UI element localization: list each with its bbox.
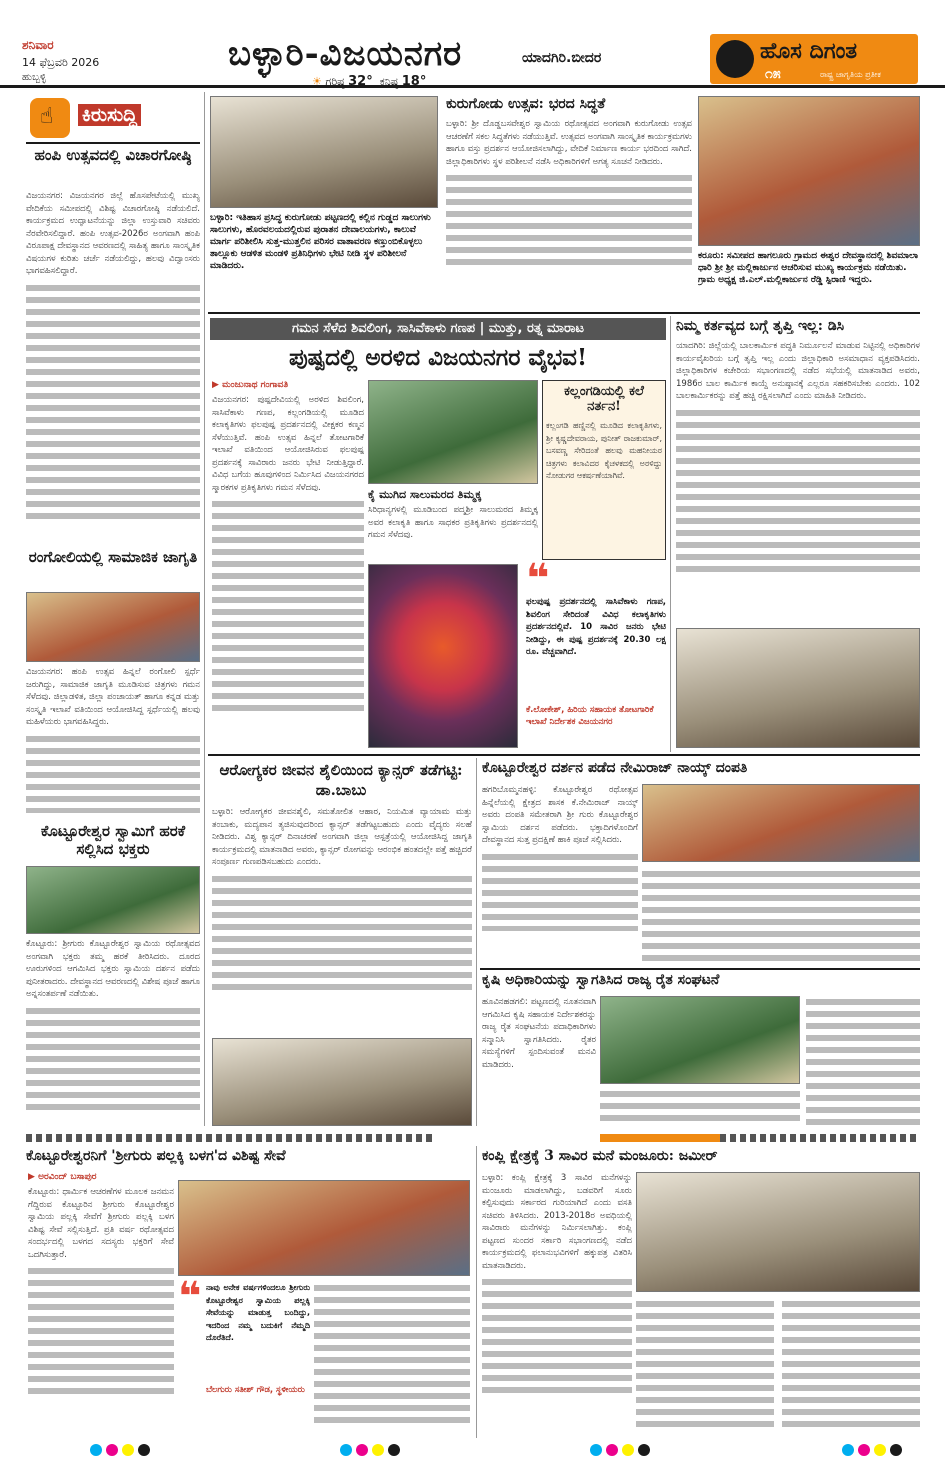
feature-byline xyxy=(212,380,288,390)
column-divider xyxy=(204,92,205,1126)
pen-icon: ▶ xyxy=(28,1172,35,1182)
text-filler xyxy=(600,1088,800,1126)
kampli-headline: ಕಂಪ್ಲಿ ಕ್ಷೇತ್ರಕ್ಕೆ 3 ಸಾವಿರ ಮನೆ ಮಂಜೂರು: ಜಮೀರ್ xyxy=(482,1148,718,1164)
inset-headline: ಕಲ್ಲಂಗಡಿಯಲ್ಲಿ ಕಲೆ ನರ್ತನ! xyxy=(564,384,644,414)
mid-caption-body: ಸಿರಿಧಾನ್ಯಗಳಲ್ಲಿ ಮೂಡಿಬಂದ ಪದ್ಮಶ್ರೀ ಸಾಲುಮರದ ತಿಮ್ಮಕ್ಕ ಅವರ ಕಲಾಕೃತಿ ಹಾಗೂ ಸಾಧಕರ ಪ್ರತಿಕೃತಿಗಳು ಪ್ರದರ್ಶನದಲ್ಲಿ ಗಮನ ಸೆಳೆದವು. xyxy=(368,505,538,540)
reg-dot-cyan xyxy=(590,1444,602,1456)
text-filler xyxy=(676,407,920,577)
reg-dot-black xyxy=(138,1444,150,1456)
feature-kicker: ಗಮನ ಸೆಳೆದ ಶಿವಲಿಂಗ, ಸಾಸಿವೆಕಾಳು ಗಣಪ | ಮುತ್ತು, ರತ್ನ ಮಾರಾಟ xyxy=(210,318,666,340)
column-divider xyxy=(476,758,477,1126)
brand-tagline: ರಾಷ್ಟ್ರ ಜಾಗೃತಿಯ ಪ್ರತೀಕ xyxy=(820,70,881,79)
pallakki-byline-text: ಅರವಿಂದ್ ಬಸಾಪುರ xyxy=(38,1172,97,1182)
devotees-photo xyxy=(26,866,200,934)
text-filler xyxy=(314,1282,470,1434)
kurugodu-headline: ಕುರುಗೋಡು ಉತ್ಸವ: ಭರದ ಸಿದ್ಧತೆ xyxy=(446,96,606,112)
cancer-body xyxy=(212,806,472,1034)
row-divider xyxy=(480,968,920,970)
minister-event-photo xyxy=(636,1172,920,1292)
registration-marks-left xyxy=(90,1444,150,1456)
text-filler xyxy=(26,282,200,522)
reg-dot-black xyxy=(638,1444,650,1456)
pallakki-headline: ಕೊಟ್ಟೂರೇಶ್ವರನಿಗೆ 'ಶ್ರೀಗುರು ಪಲ್ಲಕ್ಕಿ ಬಳಗ'ದ ವಿಶಿಷ್ಟ ಸೇವೆ xyxy=(26,1148,286,1164)
column-divider xyxy=(670,316,671,752)
pallakki-quote-author: ಬೆಲಗುರು ಸತೀಶ್ ಗೌಡ, ಸ್ಥಳೀಯರು xyxy=(206,1385,305,1395)
row-divider xyxy=(208,312,920,314)
pallakki-group-photo xyxy=(178,1180,470,1276)
sidebar-story1-headline: ಹಂಪಿ ಉತ್ಸವದಲ್ಲಿ ವಿಚಾರಗೋಷ್ಠಿ xyxy=(34,146,192,164)
reg-dot-yellow xyxy=(874,1444,886,1456)
reg-dot-cyan xyxy=(842,1444,854,1456)
krushi-headline: ಕೃಷಿ ಅಧಿಕಾರಿಯನ್ನು ಸ್ವಾಗತಿಸಿದ ರಾಜ್ಯ ರೈತ ಸಂಘಟನೆ xyxy=(482,972,720,988)
reg-dot-cyan xyxy=(340,1444,352,1456)
registration-marks-mid xyxy=(590,1444,650,1456)
section-title-kirusuddi xyxy=(78,104,141,126)
section-stripe-orange xyxy=(600,1134,720,1142)
text-filler xyxy=(212,498,364,718)
kurugodu-text: ಬಳ್ಳಾರಿ: ಶ್ರೀ ದೊಡ್ಡಬಸವೇಶ್ವರ ಸ್ವಾಮಿಯ ರಥೋತ್ಸವದ ಅಂಗವಾಗಿ ಕುರುಗೋಡು ಉತ್ಸವ ಆಚರಣೆಗೆ ಸಕಲ ಸಿದ್ಧತೆಗಳು ನಡೆಯುತ್ತಿವೆ. ಉತ್ಸವದ ಅಂಗವಾಗಿ ಸಾಂಸ್ಕೃತಿಕ ಕಾರ್ಯಕ್ರಮಗಳು ಹಾಗೂ ವಸ್ತು ಪ್ರದರ್ಶನ ಆಯೋಜಿಸಲಾಗಿದ್ದು, ವೇದಿಕೆ ನಿರ್ಮಾಣ ಕಾರ್ಯ ಭರದಿಂದ ಸಾಗಿದೆ. ಜಿಲ್ಲಾಧಿಕಾರಿಗಳು ಸ್ಥಳ ಪರಿಶೀಲನೆ ನಡೆಸಿ ಅಧಿಕಾರಿಗಳಿಗೆ ಅಗತ್ಯ ಸೂಚನೆ ನೀಡಿದರು. xyxy=(446,119,692,167)
feature-quote: ಫಲಪುಷ್ಪ ಪ್ರದರ್ಶನದಲ್ಲಿ ಸಾಸಿವೆಕಾಳು ಗಣಪ, ಶಿವಲಿಂಗ ಸೇರಿದಂತೆ ವಿವಿಧ ಕಲಾಕೃತಿಗಳು ಪ್ರದರ್ಶನದಲ್ಲಿವೆ. 10 ಸಾವಿರ ಜನರು ಭೇಟಿ ನೀಡಿದ್ದು, ಈ ಪುಷ್ಪ ಪ್ರದರ್ಶನಕ್ಕೆ 20.30 ಲಕ್ಷ ರೂ. ವೆಚ್ಚವಾಗಿದೆ. xyxy=(526,597,666,657)
column-divider xyxy=(476,1146,477,1438)
page-number: ೧೫ xyxy=(765,66,781,82)
temple-photo-caption: ಕರೂರು: ಸಮೀಪದ ಹಾಗಲೂರು ಗ್ರಾಮದ ಈಶ್ವರ ದೇವಸ್ಥಾನದಲ್ಲಿ ಶಿವಮಾಲಾ ಧಾರಿ ಶ್ರೀ ಶ್ರೀ ಮಲ್ಲಿಕಾರ್ಜುನ ಆಚರಿಸುವ ಮುಖ್ಯ ಕಾರ್ಯಕ್ರಮ ನಡೆಯಿತು. ಗ್ರಾಮ ಅಧ್ಯಕ್ಷ ಜಿ.ಎಲ್.ಮಲ್ಲಿಕಾರ್ಜುನ ರೆಡ್ಡಿ ಸ್ಪಿರಾಣಿ ಇದ್ದರು. xyxy=(698,251,919,285)
reg-dot-cyan xyxy=(90,1444,102,1456)
pallakki-body xyxy=(28,1186,174,1434)
masthead-city: ಹುಬ್ಬಳ್ಳಿ xyxy=(22,72,47,83)
sidebar-story1-body xyxy=(26,190,200,544)
pallakki-byline xyxy=(28,1172,97,1182)
quote-icon: ❝ xyxy=(178,1274,202,1320)
dc-story-headline: ನಿಮ್ಮ ಕರ್ತವ್ಯದ ಬಗ್ಗೆ ತೃಪ್ತಿ ಇಲ್ಲ: ಡಿಸಿ xyxy=(676,318,845,334)
reg-dot-magenta xyxy=(106,1444,118,1456)
quote-icon: ❝ xyxy=(526,556,550,602)
registration-marks-right xyxy=(842,1444,902,1456)
row-divider xyxy=(208,754,920,756)
kotturu-text: ಹಗರಿಬೊಮ್ಮನಹಳ್ಳಿ: ಕೊಟ್ಟೂರೇಶ್ವರ ರಥೋತ್ಸವ ಹಿನ್ನೆಲೆಯಲ್ಲಿ ಕ್ಷೇತ್ರದ ಶಾಸಕ ಕೆ.ನೇಮಿರಾಜ್ ನಾಯ್ಕ್ ಅವರು ದಂಪತಿ ಸಮೇತರಾಗಿ ಶ್ರೀ ಗುರು ಕೊಟ್ಟೂರೇಶ್ವರ ಸ್ವಾಮಿಯ ದರ್ಶನ ಪಡೆದರು. ಭಕ್ತಾದಿಗಳೊಂದಿಗೆ ದೇವಸ್ಥಾನದ ಸುತ್ತ ಪ್ರದಕ್ಷಿಣೆ ಹಾಕಿ ಪೂಜೆ ಸಲ್ಲಿಸಿದರು. xyxy=(482,785,638,845)
mid-caption-title: ಕೈ ಮುಗಿದ ಸಾಲುಮರದ ತಿಮ್ಮಕ್ಕ xyxy=(368,488,482,501)
weather-max-label: ಗರಿಷ್ಠ xyxy=(325,75,345,88)
weather-max: 32° xyxy=(348,74,373,89)
kampli-text: ಬಳ್ಳಾರಿ: ಕಂಪ್ಲಿ ಕ್ಷೇತ್ರಕ್ಕೆ 3 ಸಾವಿರ ಮನೆಗಳನ್ನು ಮಂಜೂರು ಮಾಡಲಾಗಿದ್ದು, ಬಡವರಿಗೆ ಸೂರು ಕಲ್ಪಿಸುವುದು ಸರ್ಕಾರದ ಗುರಿಯಾಗಿದೆ ಎಂದು ವಸತಿ ಸಚಿವರು ತಿಳಿಸಿದರು. 2013-2018ರ ಅವಧಿಯಲ್ಲಿ ಸಾವಿರಾರು ಮನೆಗಳನ್ನು ನಿರ್ಮಿಸಲಾಗಿತ್ತು. ಕಂಪ್ಲಿ ಪಟ್ಟಣದ ಸುಂದರ ಸರ್ಕಾರಿ ಸಭಾಂಗಣದಲ್ಲಿ ನಡೆದ ಕಾರ್ಯಕ್ರಮದಲ್ಲಿ ಫಲಾನುಭವಿಗಳಿಗೆ ಹಕ್ಕುಪತ್ರ ವಿತರಿಸಿ ಮಾತನಾಡಿದರು. xyxy=(482,1173,632,1271)
masthead-day: ಶನಿವಾರ xyxy=(22,38,54,52)
inset-body: ಕಲ್ಲಂಗಡಿ ಹಣ್ಣಿನಲ್ಲಿ ಮೂಡಿದ ಕಲಾಕೃತಿಗಳು, ಶ್ರೀ ಕೃಷ್ಣದೇವರಾಯ, ಪುನೀತ್ ರಾಜಕುಮಾರ್, ಬಸವಣ್ಣ ಸೇರಿದಂತೆ ಹಲವು ಮಹನೀಯರ ಚಿತ್ರಗಳು ಕಲಾವಿದರ ಕೈಚಳಕದಲ್ಲಿ ಅರಳಿದ್ದು ನೋಡುಗರ ಆಕರ್ಷಣೆಯಾಗಿವೆ. xyxy=(546,421,662,480)
ganesha-flower-photo xyxy=(368,564,518,748)
text-filler xyxy=(212,873,472,993)
text-filler xyxy=(446,172,692,272)
sidebar-story2-text: ವಿಜಯನಗರ: ಹಂಪಿ ಉತ್ಸವ ಹಿನ್ನಲೆ ರಂಗೋಲಿ ಸ್ಪರ್ಧೆ ಜರುಗಿದ್ದು, ಸಾಮಾಜಿಕ ಜಾಗೃತಿ ಮೂಡಿಸುವ ಚಿತ್ರಗಳು ಗಮನ ಸೆಳೆದವು. ಜಿಲ್ಲಾಡಳಿತ, ಜಿಲ್ಲಾ ಪಂಚಾಯತ್ ಹಾಗೂ ಕನ್ನಡ ಮತ್ತು ಸಂಸ್ಕೃತಿ ಇಲಾಖೆ ವತಿಯಿಂದ ಆಯೋಜಿಸಿದ್ದ ಸ್ಪರ್ಧೆಯಲ್ಲಿ ಹಲವು ಮಹಿಳೆಯರು ಭಾಗವಹಿಸಿದ್ದರು. xyxy=(26,667,200,727)
reg-dot-black xyxy=(890,1444,902,1456)
masthead-subtitle: ಯಾದಗಿರಿ.ಬೀದರ xyxy=(522,50,602,66)
feature-body xyxy=(212,394,364,748)
sidebar-story2-headline: ರಂಗೋಲಿಯಲ್ಲಿ ಸಾಮಾಜಿಕ ಜಾಗೃತಿ xyxy=(28,548,198,566)
kampli-body xyxy=(482,1172,632,1434)
section-stripe-left xyxy=(26,1134,436,1142)
text-filler xyxy=(782,1298,920,1434)
kurugodu-photo-caption: ಬಳ್ಳಾರಿ: ಇತಿಹಾಸ ಪ್ರಸಿದ್ಧ ಕುರುಗೋಡು ಪಟ್ಟಣದಲ್ಲಿ ಕಲ್ಲಿನ ಗುಡ್ಡದ ಸಾಲುಗಳು ಸಾಲುಗಳು, ಹೊರವಲಯದಲ್ಲಿರುವ ಪುರಾತನ ದೇವಾಲಯಗಳು, ಕಾಲುವೆ ಮಾರ್ಗ ಪರಿಶೀಲಿಸಿ ಸುತ್ತ-ಮುತ್ತಲಿನ ಪರಿಸರ ವಾತಾವರಣ ಕಣ್ತುಂಬಿಕೊಳ್ಳಲು ತಾಲ್ಲೂಕು ಆಡಳಿತ ಮಂಡಳಿ ಪ್ರತಿನಿಧಿಗಳು ಭೇಟಿ ನೀಡಿ ಸ್ಥಳ ಪರಿಶೀಲನೆ ಮಾಡಿದರು. xyxy=(210,213,431,271)
sidebar-divider xyxy=(26,142,200,144)
reg-dot-magenta xyxy=(606,1444,618,1456)
text-filler xyxy=(482,851,638,931)
pallakki-text: ಕೊಟ್ಟೂರು: ಧಾರ್ಮಿಕ ಆಚರಣೆಗಳ ಮೂಲಕ ಜನಮನ ಗೆದ್ದಿರುವ ಕೊಟ್ಟೂರಿನ ಶ್ರೀಗುರು ಕೊಟ್ಟೂರೇಶ್ವರ ಸ್ವಾಮಿಯ ಪಲ್ಲಕ್ಕಿ ಸೇವೆಗೆ ಶ್ರೀಗುರು ಪಲ್ಲಕ್ಕಿ ಬಳಗ ವಿಶಿಷ್ಟ ಸೇವೆ ಸಲ್ಲಿಸುತ್ತಿದೆ. ಪ್ರತಿ ವರ್ಷ ರಥೋತ್ಸವದ ಸಂದರ್ಭದಲ್ಲಿ ಬಳಗದ ಸದಸ್ಯರು ಭಕ್ತರಿಗೆ ಸೇವೆ ಒದಗಿಸುತ್ತಾರೆ. xyxy=(28,1187,174,1260)
krushi-text: ಹೂವಿನಹಡಗಲಿ: ಪಟ್ಟಣದಲ್ಲಿ ನೂತನವಾಗಿ ಆಗಮಿಸಿದ ಕೃಷಿ ಸಹಾಯಕ ನಿರ್ದೇಶಕರನ್ನು ರಾಜ್ಯ ರೈತ ಸಂಘಟನೆಯ ಪದಾಧಿಕಾರಿಗಳು ಸನ್ಮಾನಿಸಿ ಸ್ವಾಗತಿಸಿದರು. ರೈತರ ಸಮಸ್ಯೆಗಳಿಗೆ ಸ್ಪಂದಿಸುವಂತೆ ಮನವಿ ಮಾಡಿದರು. xyxy=(482,997,596,1070)
farmers-photo xyxy=(600,996,800,1084)
rangoli-photo xyxy=(26,592,200,662)
reg-dot-yellow xyxy=(372,1444,384,1456)
text-filler xyxy=(28,1265,174,1395)
cancer-text: ಬಳ್ಳಾರಿ: ಆರೋಗ್ಯಕರ ಜೀವನಶೈಲಿ, ಸಮತೋಲಿತ ಆಹಾರ, ನಿಯಮಿತ ವ್ಯಾಯಾಮ ಮತ್ತು ತಂಬಾಕು, ಮದ್ಯಪಾನ ತ್ಯಜಿಸುವುದರಿಂದ ಕ್ಯಾನ್ಸರ್ ತಡೆಗಟ್ಟಬಹುದು ಎಂದು ವೈದ್ಯರು ಸಲಹೆ ನೀಡಿದರು. ವಿಶ್ವ ಕ್ಯಾನ್ಸರ್ ದಿನಾಚರಣೆ ಅಂಗವಾಗಿ ಜಿಲ್ಲಾ ಆಸ್ಪತ್ರೆಯಲ್ಲಿ ಆಯೋಜಿಸಿದ್ದ ಜಾಗೃತಿ ಕಾರ್ಯಕ್ರಮದಲ್ಲಿ ಮಾತನಾಡಿದ ಅವರು, ಕ್ಯಾನ್ಸರ್ ರೋಗವನ್ನು ಆರಂಭಿಕ ಹಂತದಲ್ಲೇ ಪತ್ತೆ ಹಚ್ಚಿದರೆ ಸಂಪೂರ್ಣ ಗುಣಪಡಿಸಬಹುದು ಎಂದರು. xyxy=(212,807,472,867)
reg-dot-black xyxy=(388,1444,400,1456)
mla-darshan-photo xyxy=(642,784,920,862)
temple-gathering-photo xyxy=(698,96,920,246)
sun-icon: ☀ xyxy=(312,75,322,88)
kotturu-headline: ಕೊಟ್ಟೂರೇಶ್ವರ ದರ್ಶನ ಪಡೆದ ನೇಮಿರಾಜ್ ನಾಯ್ಕ್ ದಂಪತಿ xyxy=(482,760,748,776)
sidebar-story1-text: ವಿಜಯನಗರ: ವಿಜಯನಗರ ಜಿಲ್ಲೆ ಹೊಸಪೇಟೆಯಲ್ಲಿ ಮುಖ್ಯ ವೇದಿಕೆಯ ಸಮೀಪದಲ್ಲಿ ವಿಶಿಷ್ಟ ವಿಚಾರಗೋಷ್ಠಿ ನಡೆಯಲಿದೆ. ಕಾರ್ಯಕ್ರಮದ ಉದ್ಘಾಟನೆಯನ್ನು ಜಿಲ್ಲಾ ಉಸ್ತುವಾರಿ ಸಚಿವರು ನೆರವೇರಿಸಲಿದ್ದಾರೆ. ಹಂಪಿ ಉತ್ಸವ-2026ರ ಅಂಗವಾಗಿ ಹಂಪಿ ವಿರೂಪಾಕ್ಷ ದೇವಸ್ಥಾನದ ಆವರಣದಲ್ಲಿ ಸಾಹಿತ್ಯ ಹಾಗೂ ಸಾಂಸ್ಕೃತಿಕ ವಿಷಯಗಳ ಕುರಿತು ಚರ್ಚೆ ನಡೆಯಲಿದ್ದು, ಹಲವು ವಿದ್ವಾಂಸರು ಭಾಗವಹಿಸಲಿದ್ದಾರೆ. xyxy=(26,191,200,276)
section-title-text: ಕಿರುಸುದ್ದಿ xyxy=(78,104,141,126)
feature-quote-author: ಕೆ.ಲೋಕೇಶ್, ಹಿರಿಯ ಸಹಾಯಕ ತೋಟಗಾರಿಕೆ ಇಲಾಖೆ ನಿರ್ದೇಶಕ ವಿಜಯನಗರ xyxy=(526,705,654,727)
kurugodu-inspection-photo xyxy=(210,96,438,208)
text-filler xyxy=(26,733,200,813)
weather-min: 18° xyxy=(401,74,427,89)
text-filler xyxy=(642,868,920,964)
text-filler xyxy=(636,1298,774,1434)
feature-text: ವಿಜಯನಗರ: ಪುಷ್ಪದೇವಿಯಲ್ಲಿ ಅರಳಿದ ಶಿವಲಿಂಗ, ಸಾಸಿವೆಕಾಳು ಗಣಪ, ಕಲ್ಲಂಗಡಿಯಲ್ಲಿ ಮೂಡಿದ ಕಲಾಕೃತಿಗಳು ಫಲಪುಷ್ಪ ಪ್ರದರ್ಶನದಲ್ಲಿ ವೀಕ್ಷಕರ ಕಣ್ಮನ ಸೆಳೆಯುತ್ತಿವೆ. ಹಂಪಿ ಉತ್ಸವ ಹಿನ್ನಲೆ ತೋಟಗಾರಿಕೆ ಇಲಾಖೆ ವತಿಯಿಂದ ಆಯೋಜಿಸಿರುವ ಫಲಪುಷ್ಪ ಪ್ರದರ್ಶನಕ್ಕೆ ಸಾವಿರಾರು ಜನರು ಭೇಟಿ ನೀಡುತ್ತಿದ್ದಾರೆ. ವಿವಿಧ ಬಗೆಯ ಹೂವುಗಳಿಂದ ನಿರ್ಮಿಸಿದ ವಿಜಯನಗರದ ಸ್ಮಾರಕಗಳ ಪ್ರತಿಕೃತಿಗಳು ಗಮನ ಸೆಳೆದವು. xyxy=(212,395,364,493)
hand-glyph-icon: ☝ xyxy=(40,104,54,129)
text-filler xyxy=(806,996,920,1126)
cancer-event-photo xyxy=(212,1038,472,1126)
dc-story-body xyxy=(676,340,920,624)
sidebar-story3-headline: ಕೊಟ್ಟೂರೇಶ್ವರ ಸ್ವಾಮಿಗೆ ಹರಕೆ ಸಲ್ಲಿಸಿದ ಭಕ್ತರು xyxy=(40,822,186,858)
pallakki-quote: ನಾವು ಅನೇಕ ವರ್ಷಗಳಿಂದಲೂ ಶ್ರೀಗುರು ಕೊಟ್ಟೂರೇಶ್ವರ ಸ್ವಾಮಿಯ ಪಲ್ಲಕ್ಕಿ ಸೇವೆಯನ್ನು ಮಾಡುತ್ತ ಬಂದಿದ್ದು, ಇದರಿಂದ ನಮ್ಮ ಬದುಕಿಗೆ ನೆಮ್ಮದಿ ದೊರೆತಿದೆ. xyxy=(206,1283,310,1342)
sidebar-story2-body xyxy=(26,666,200,818)
kurugodu-body xyxy=(446,118,692,308)
masthead-title: ಬಳ್ಳಾರಿ-ವಿಜಯನಗರ xyxy=(228,34,463,74)
reg-dot-yellow xyxy=(122,1444,134,1456)
section-stripe-right xyxy=(720,1134,920,1142)
reg-dot-magenta xyxy=(356,1444,368,1456)
cancer-headline: ಆರೋಗ್ಯಕರ ಜೀವನ ಶೈಲಿಯಿಂದ ಕ್ಯಾನ್ಸರ್ ತಡೆಗಟ್ಟಿ: ಡಾ.ಬಾಬು xyxy=(219,761,463,799)
registration-marks-center xyxy=(340,1444,400,1456)
dc-meeting-photo xyxy=(676,628,920,748)
sidebar-story3-body xyxy=(26,938,200,1126)
feature-byline-text: ಮಂಜುನಾಥ ಗಂಗಾವತಿ xyxy=(222,380,289,390)
masthead-date: 14 ಫೆಬ್ರವರಿ 2026 xyxy=(22,56,100,69)
reg-dot-yellow xyxy=(622,1444,634,1456)
dc-story-text: ಯಾದಗಿರಿ: ಜಿಲ್ಲೆಯಲ್ಲಿ ಬಾಲಕಾರ್ಮಿಕ ಪದ್ಧತಿ ನಿರ್ಮೂಲನೆ ಮಾಡುವ ನಿಟ್ಟಿನಲ್ಲಿ ಅಧಿಕಾರಿಗಳ ಕಾರ್ಯವೈಖರಿಯ ಬಗ್ಗೆ ತೃಪ್ತಿ ಇಲ್ಲ ಎಂದು ಜಿಲ್ಲಾಧಿಕಾರಿ ಅಸಮಾಧಾನ ವ್ಯಕ್ತಪಡಿಸಿದರು. ಜಿಲ್ಲಾಧಿಕಾರಿಗಳ ಕಚೇರಿಯ ಸಭಾಂಗಣದಲ್ಲಿ ನಡೆದ ಸಭೆಯಲ್ಲಿ ಮಾತನಾಡಿದ ಅವರು, 1986ರ ಬಾಲ ಕಾರ್ಮಿಕ ಕಾಯ್ದೆ ಅನುಷ್ಠಾನಕ್ಕೆ ಎಲ್ಲರೂ ಸಹಕರಿಸಬೇಕು ಎಂದರು. 102 ಬಾಲಕಾರ್ಮಿಕರನ್ನು ಪತ್ತೆ ಹಚ್ಚಿ ರಕ್ಷಿಸಲಾಗಿದೆ ಎಂದು ಮಾಹಿತಿ ನೀಡಿದರು. xyxy=(676,341,920,401)
kotturu-body xyxy=(482,784,638,964)
text-filler xyxy=(482,1276,632,1396)
text-filler xyxy=(26,1005,200,1115)
weather-readout xyxy=(312,74,426,89)
flower-display-photo xyxy=(368,380,538,484)
reg-dot-magenta xyxy=(858,1444,870,1456)
logo-emblem-icon xyxy=(716,40,754,78)
sidebar-story3-text: ಕೊಟ್ಟೂರು: ಶ್ರೀಗುರು ಕೊಟ್ಟೂರೇಶ್ವರ ಸ್ವಾಮಿಯ ರಥೋತ್ಸವದ ಅಂಗವಾಗಿ ಭಕ್ತರು ತಮ್ಮ ಹರಕೆ ತೀರಿಸಿದರು. ದೂರದ ಊರುಗಳಿಂದ ಆಗಮಿಸಿದ ಭಕ್ತರು ಸ್ವಾಮಿಯ ದರ್ಶನ ಪಡೆದು ಪುನೀತರಾದರು. ದೇವಸ್ಥಾನದ ಆವರಣದಲ್ಲಿ ವಿಶೇಷ ಪೂಜೆ ಹಾಗೂ ಅನ್ನಸಂತರ್ಪಣೆ ನಡೆಯಿತು. xyxy=(26,939,200,999)
pen-icon: ▶ xyxy=(212,380,219,390)
krushi-body xyxy=(482,996,596,1126)
brand-name: ಹೊಸ ದಿಗಂತ xyxy=(760,38,858,64)
weather-min-label: ಕನಿಷ್ಠ xyxy=(379,75,399,88)
feature-headline: ಪುಷ್ಪದಲ್ಲಿ ಅರಳಿದ ವಿಜಯನಗರ ವೈಭವ! xyxy=(288,344,588,371)
